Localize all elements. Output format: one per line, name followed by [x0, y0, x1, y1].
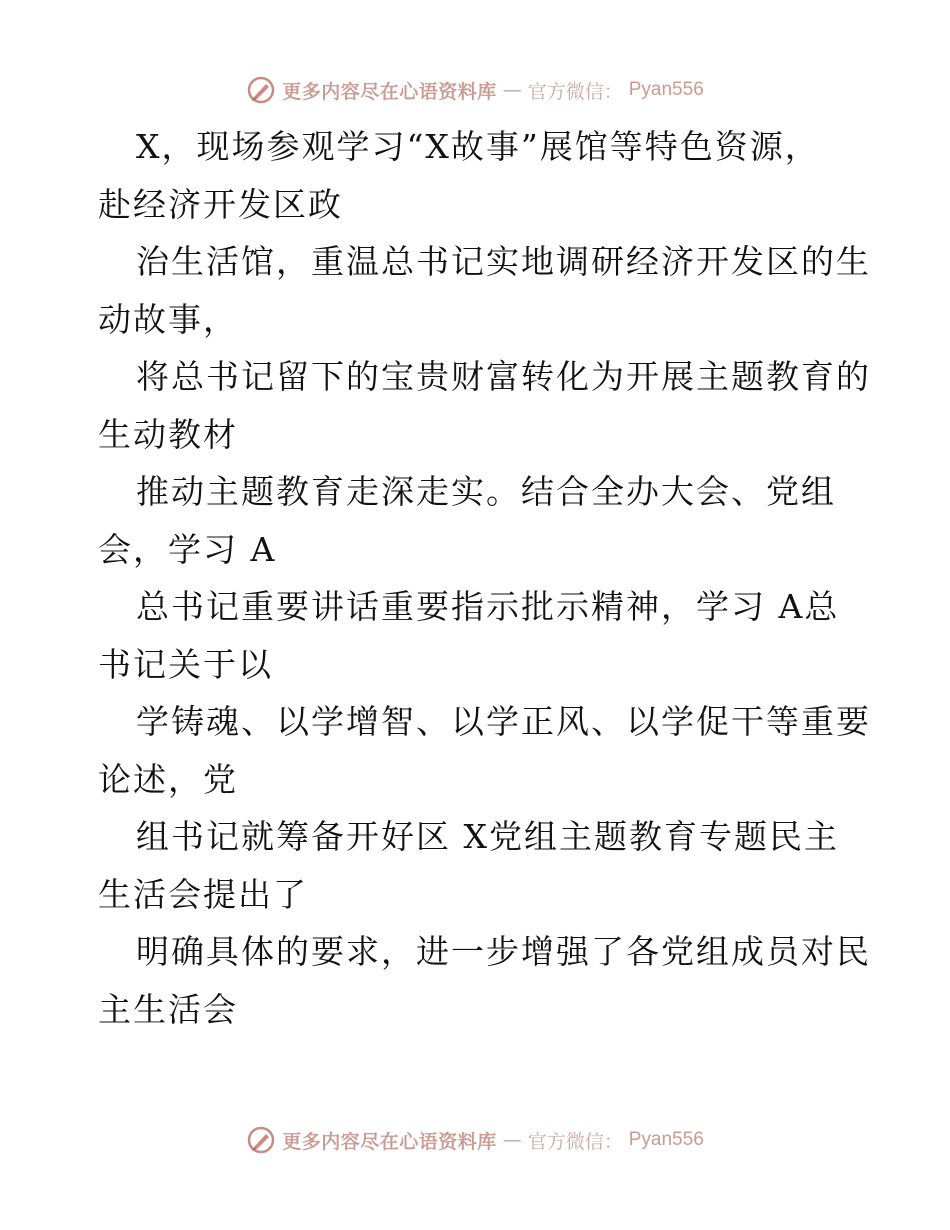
paragraph-line: 生动教材: [98, 414, 238, 454]
watermark-official-label: 官方微信：: [527, 80, 623, 103]
paragraph-line: 明确具体的要求，进一步增强了各党组成员对民: [136, 932, 871, 971]
pen-circle-logo-icon: [246, 1125, 276, 1155]
paragraph-line: 会，学习 A: [98, 529, 277, 569]
paragraph-line: 生活会提出了: [98, 874, 308, 914]
watermark-wechat-id: Pyan556: [628, 1129, 704, 1150]
paragraph-line: 组书记就筹备开好区 X党组主题教育专题民主: [136, 817, 839, 856]
watermark-text: 更多内容尽在心语资料库: [282, 1130, 497, 1153]
header-watermark: [0, 70, 950, 110]
watermark-wechat-id: Pyan556: [628, 79, 704, 100]
watermark-dash: —: [502, 1129, 522, 1151]
footer-watermark: [0, 1120, 950, 1160]
paragraph-line: 动故事，: [98, 299, 238, 339]
pen-circle-logo-icon: [246, 75, 276, 105]
paragraph-line: 论述，党: [98, 759, 238, 799]
paragraph-line: 总书记重要讲话重要指示批示精神，学习 A总: [136, 587, 840, 626]
paragraph-line: 推动主题教育走深走实。结合全办大会、党组: [136, 472, 836, 511]
paragraph-line: 治生活馆，重温总书记实地调研经济开发区的生: [136, 242, 871, 281]
paragraph-line: 赴经济开发区政: [98, 184, 343, 224]
paragraph-line: X，现场参观学习“X故事”展馆等特色资源，: [136, 127, 820, 166]
paragraph-line: 主生活会: [98, 989, 238, 1029]
watermark-text: 更多内容尽在心语资料库: [282, 80, 497, 103]
paragraph-line: 将总书记留下的宝贵财富转化为开展主题教育的: [136, 357, 871, 396]
watermark-official-label: 官方微信：: [527, 1130, 623, 1153]
paragraph-line: 书记关于以: [98, 644, 273, 684]
document-body: [98, 118, 871, 1038]
paragraph-line: 学铸魂、以学增智、以学正风、以学促干等重要: [136, 702, 871, 741]
watermark-dash: —: [502, 79, 522, 101]
